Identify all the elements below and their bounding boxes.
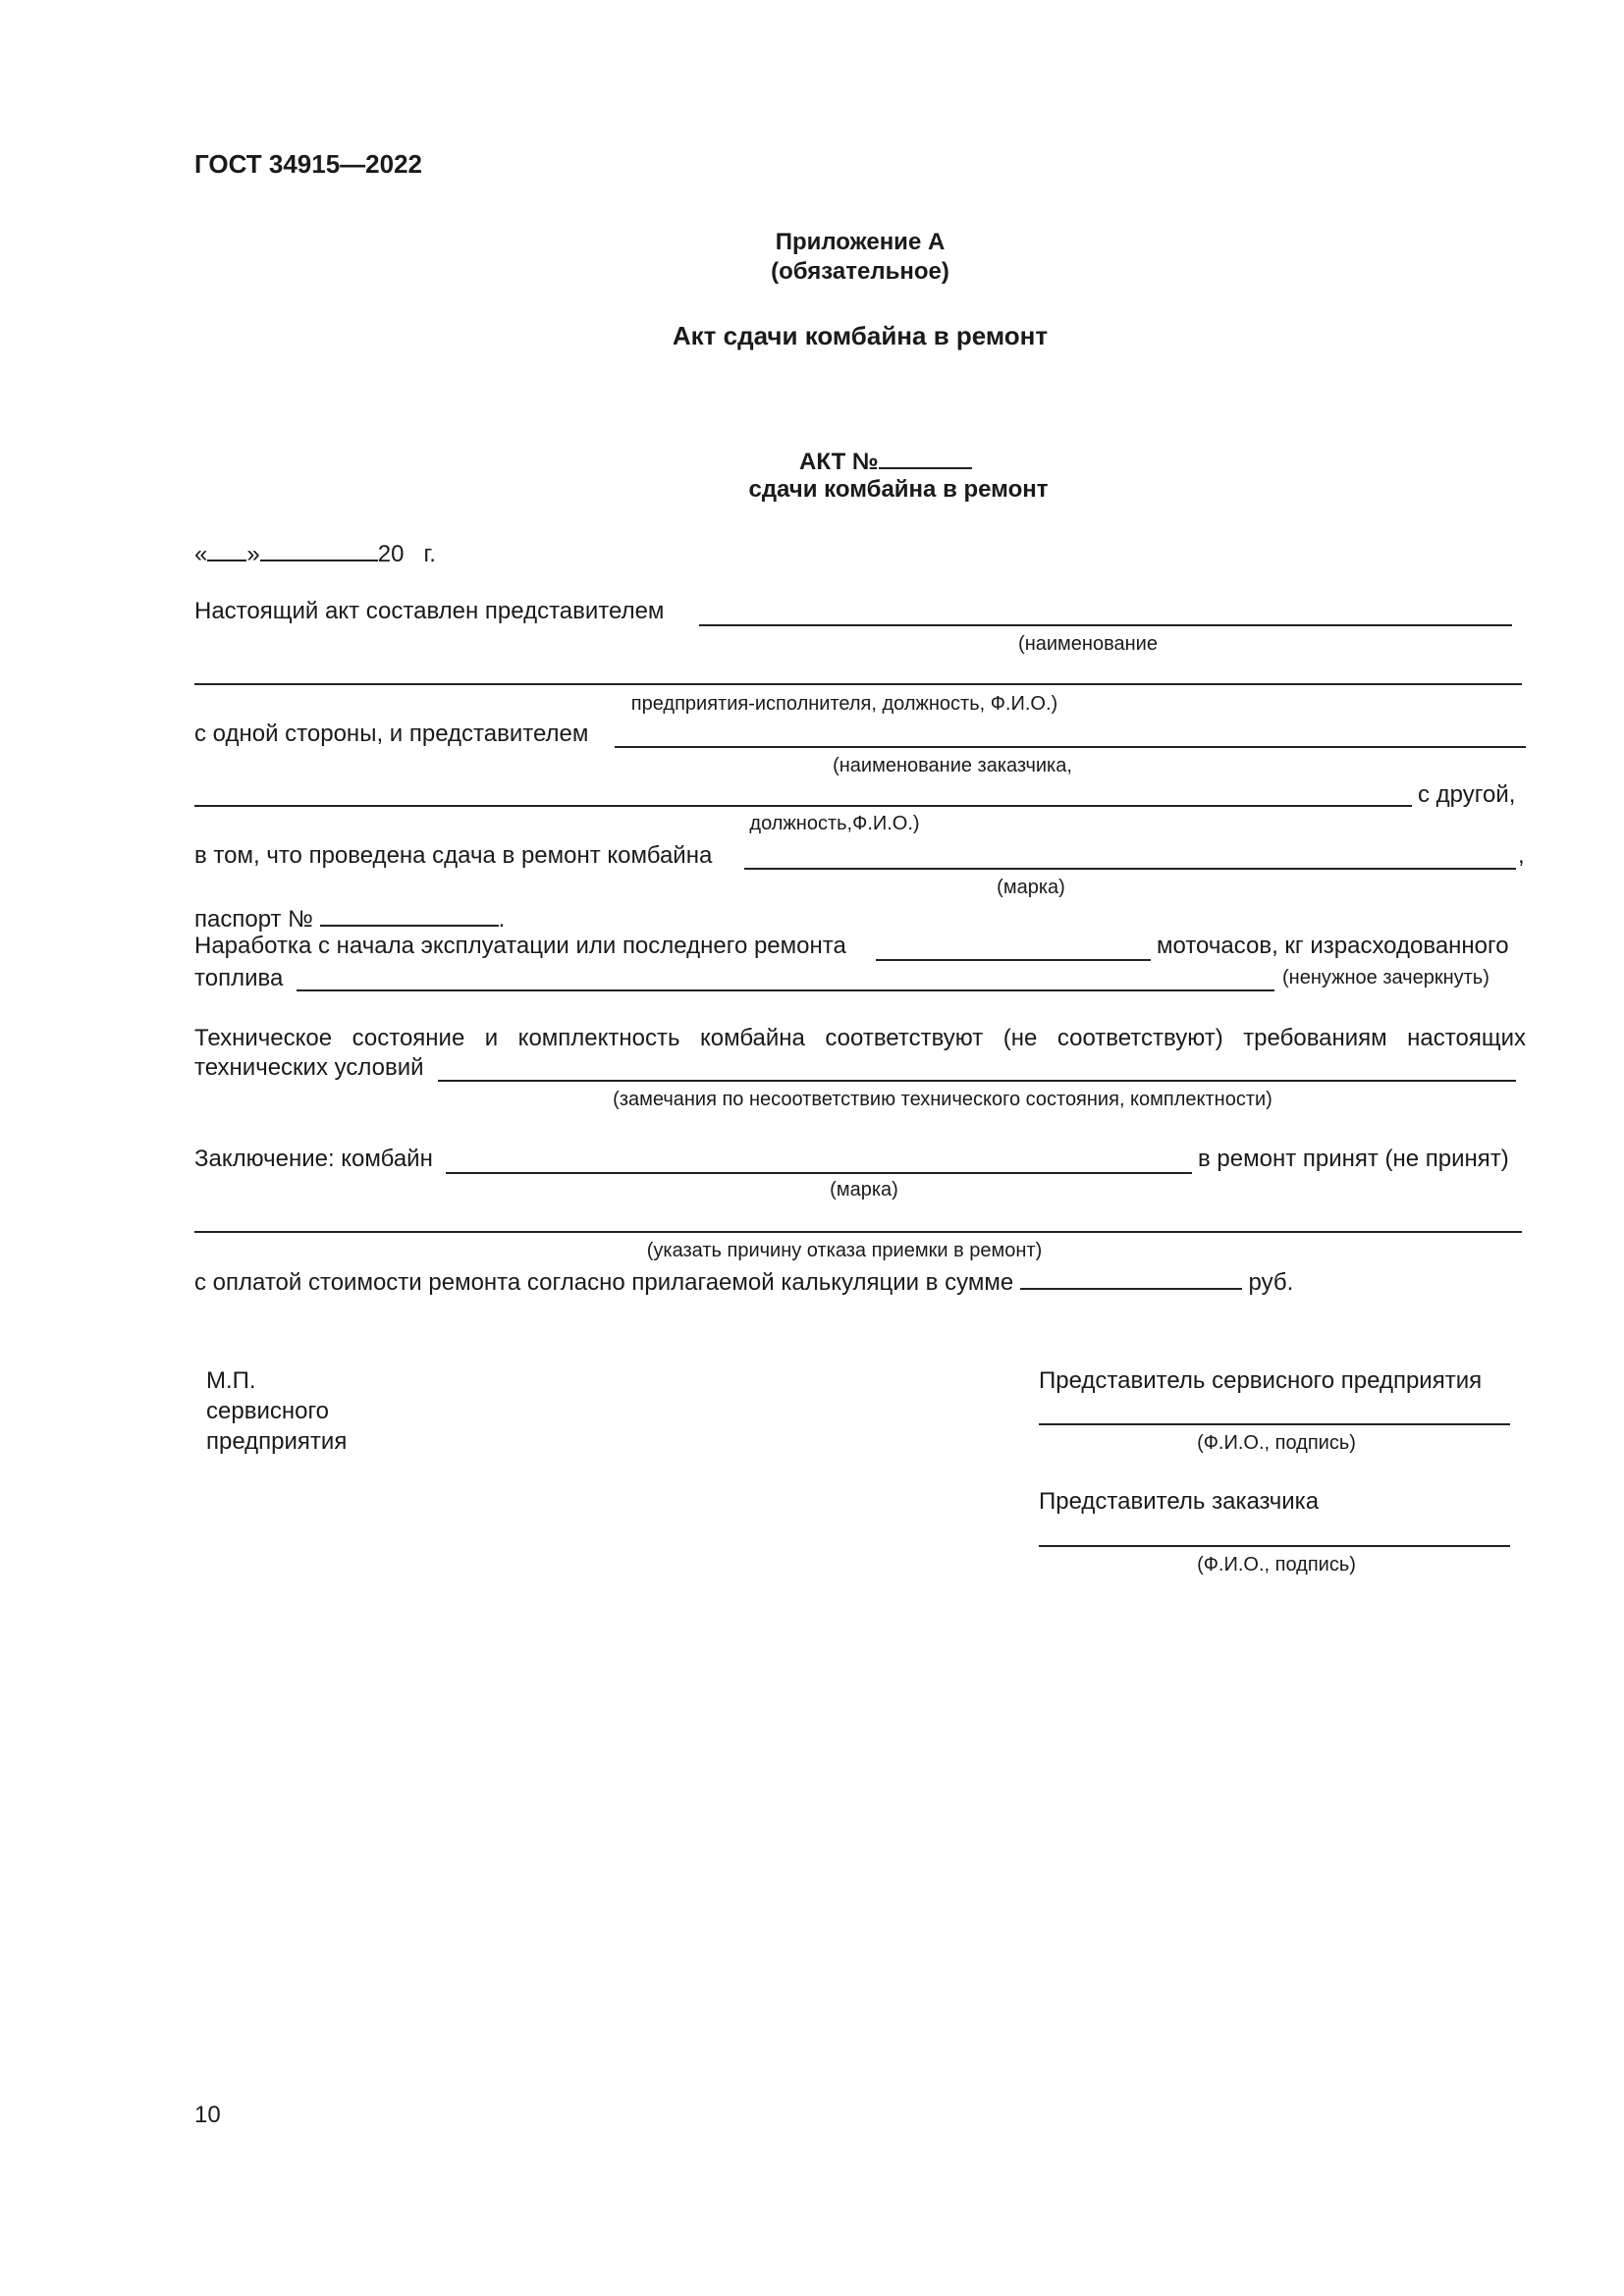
- payment-label: с оплатой стоимости ремонта согласно прилагаемой калькуляции в сумме: [194, 1269, 1014, 1296]
- fuel-hint: (ненужное зачеркнуть): [1282, 967, 1489, 988]
- tech-hint: (замечания по несоответствию технического состояния, комплектности): [613, 1089, 1272, 1110]
- customer-rep-hint: (Ф.И.О., подпись): [1197, 1554, 1356, 1575]
- contractor-blank[interactable]: [194, 683, 1522, 685]
- conclusion-brand-blank[interactable]: [446, 1172, 1192, 1174]
- date-line: [194, 536, 436, 569]
- conclusion-hint: (марка): [830, 1179, 898, 1201]
- hint-position: должность,Ф.И.О.): [749, 813, 920, 834]
- reason-blank[interactable]: [194, 1231, 1522, 1233]
- representative-blank[interactable]: [699, 624, 1512, 626]
- payment-amount-blank[interactable]: [1020, 1264, 1242, 1290]
- act-number-title: [799, 444, 972, 477]
- customer-rep-signature-line[interactable]: [1039, 1545, 1510, 1547]
- appendix-title: Приложение А: [775, 229, 946, 255]
- representative-label: Настоящий акт составлен представителем: [194, 598, 665, 624]
- day-blank[interactable]: [207, 536, 246, 561]
- hint-brand: (марка): [997, 877, 1065, 898]
- customer-rep-sign-label: Представитель заказчика: [1039, 1488, 1320, 1515]
- conclusion-label: Заключение: комбайн: [194, 1146, 433, 1172]
- customer-position-blank[interactable]: [194, 805, 1412, 807]
- stamp-line-1: М.П.: [206, 1367, 256, 1394]
- act-subtitle: сдачи комбайна в ремонт: [748, 476, 1049, 503]
- payment-line: [194, 1264, 1293, 1298]
- reason-hint: (указать причину отказа приемки в ремонт): [646, 1240, 1043, 1261]
- passport-line: [194, 901, 505, 934]
- date-open-quote: «: [194, 541, 208, 567]
- other-side-label: с другой,: [1418, 781, 1516, 808]
- hint-naming: (наименование: [1018, 633, 1158, 655]
- tech-remarks-blank[interactable]: [438, 1080, 1516, 1082]
- date-year-suffix: г.: [423, 541, 436, 567]
- stamp-line-2: сервисного: [206, 1398, 330, 1424]
- fuel-blank[interactable]: [297, 989, 1274, 991]
- combine-brand-blank[interactable]: [744, 868, 1516, 870]
- passport-period: .: [498, 906, 506, 933]
- payment-currency: руб.: [1248, 1269, 1294, 1296]
- passport-blank[interactable]: [320, 901, 499, 927]
- hint-contractor: предприятия-исполнителя, должность, Ф.И.О.): [630, 693, 1058, 715]
- appendix-status: (обязательное): [771, 258, 949, 285]
- combine-handover-label: в том, что проведена сдача в ремонт комбайна: [194, 842, 713, 869]
- tech-condition-line: Техническое состояние и комплектность комбайна соответствуют (не соответствуют) требованиям настоящих: [194, 1025, 1526, 1051]
- act-number-label: АКТ №: [799, 449, 879, 475]
- month-blank[interactable]: [260, 536, 378, 561]
- hint-customer: (наименование заказчика,: [833, 755, 1072, 776]
- date-close-quote: »: [246, 541, 260, 567]
- tech-conditions-label: технических условий: [194, 1054, 424, 1081]
- customer-name-blank[interactable]: [615, 746, 1526, 748]
- comma: ,: [1518, 842, 1525, 869]
- service-rep-signature-line[interactable]: [1039, 1423, 1510, 1425]
- standard-header: ГОСТ 34915—2022: [194, 149, 422, 179]
- operating-blank[interactable]: [876, 959, 1151, 961]
- stamp-line-3: предприятия: [206, 1428, 348, 1455]
- conclusion-suffix: в ремонт принят (не принят): [1198, 1146, 1509, 1172]
- service-rep-hint: (Ф.И.О., подпись): [1197, 1432, 1356, 1454]
- act-number-blank[interactable]: [879, 444, 972, 469]
- fuel-label: топлива: [194, 965, 284, 991]
- page-number: 10: [194, 2102, 221, 2128]
- passport-label: паспорт №: [194, 906, 313, 933]
- operating-label: Наработка с начала эксплуатации или последнего ремонта: [194, 933, 846, 959]
- operating-suffix: моточасов, кг израсходованного: [1157, 933, 1509, 959]
- customer-rep-label: с одной стороны, и представителем: [194, 721, 589, 747]
- appendix-caption: Акт сдачи комбайна в ремонт: [672, 321, 1049, 350]
- service-rep-label: Представитель сервисного предприятия: [1039, 1367, 1483, 1394]
- date-year: 20: [377, 541, 405, 567]
